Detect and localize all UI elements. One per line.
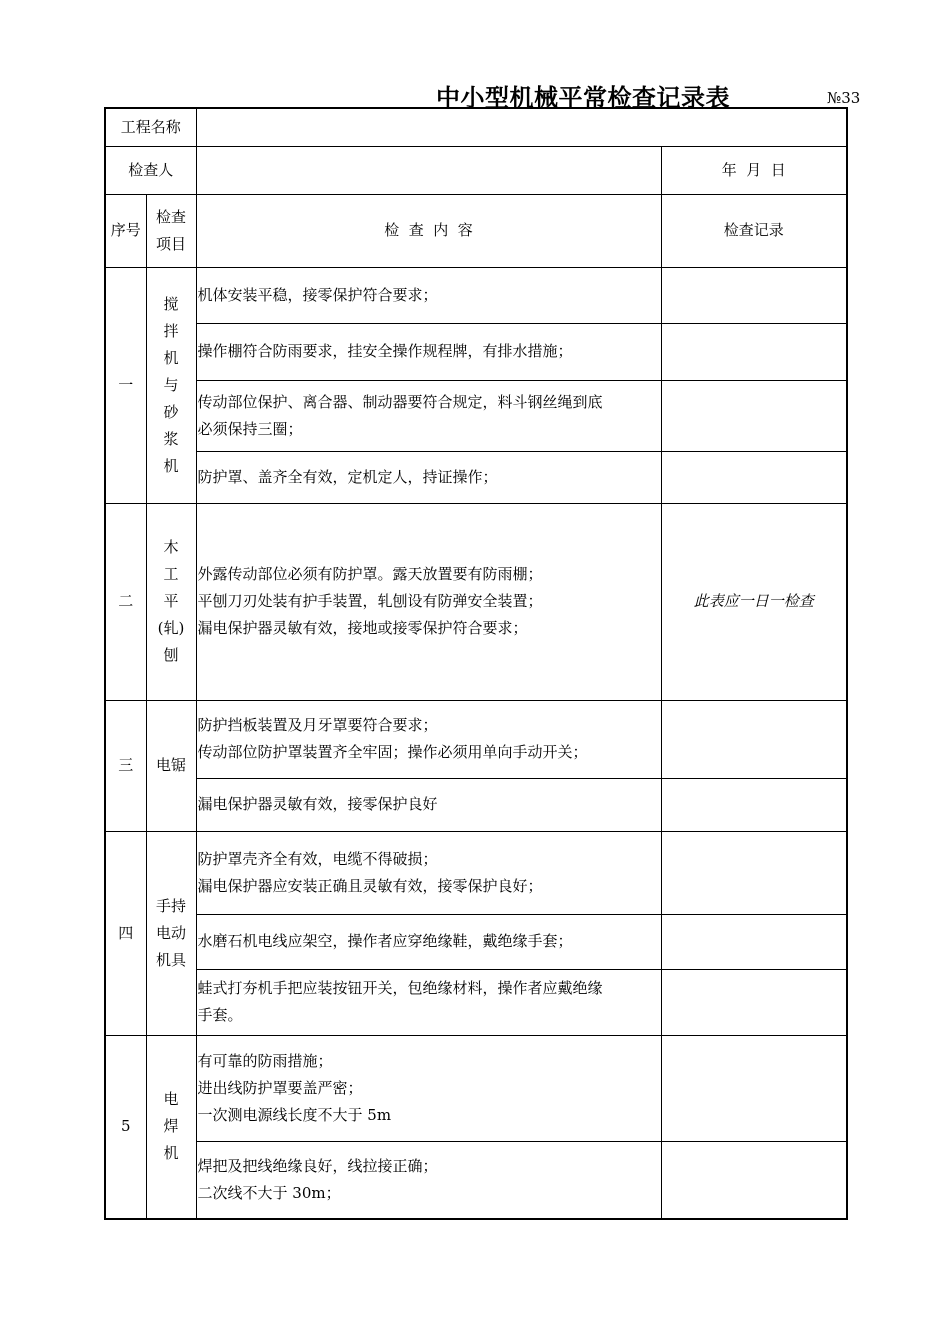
check-content-line: 焊把及把线绝缘良好，线拉接正确；	[197, 1156, 438, 1175]
check-content-line: 蛙式打夯机手把应装按钮开关，包绝缘材料，操作者应戴绝缘	[197, 979, 603, 997]
section-item-char: 机	[163, 1144, 179, 1163]
check-record[interactable]	[661, 503, 847, 700]
check-row	[105, 267, 847, 323]
check-content-line: 防护挡板装置及月牙罩要符合要求；	[197, 716, 438, 734]
check-record[interactable]	[661, 1035, 847, 1141]
item-header-line1: 检查	[156, 207, 187, 226]
section-item-char: 刨	[163, 646, 179, 664]
item-header	[146, 194, 196, 267]
check-content-line: 传动部位保护、离合器、制动器要符合规定，料斗钢丝绳到底	[197, 392, 603, 411]
section-item-char: 电锯	[156, 756, 187, 774]
section-item-char: 与	[163, 375, 179, 394]
check-content	[196, 1141, 661, 1219]
check-row	[105, 969, 847, 1035]
section-item-char: 浆	[163, 429, 179, 448]
section-item-char: 平	[163, 592, 179, 610]
check-row	[105, 451, 847, 503]
section-item-char: 机	[163, 348, 179, 367]
check-content	[196, 700, 661, 778]
check-row	[105, 700, 847, 778]
check-row	[105, 914, 847, 969]
project-row	[105, 108, 847, 146]
check-content	[196, 831, 661, 914]
check-record[interactable]	[661, 778, 847, 831]
section-item	[146, 700, 196, 831]
check-content-line: 有可靠的防雨措施；	[197, 1051, 333, 1070]
check-content-line: 机体安装平稳，接零保护符合要求；	[197, 285, 438, 304]
check-content	[196, 1035, 661, 1141]
check-content-line: 手套。	[197, 1006, 243, 1024]
seq-header: 序号	[105, 194, 146, 267]
section-seq: 一	[105, 267, 146, 503]
section-item-char: 拌	[163, 321, 179, 340]
inspector-row	[105, 146, 847, 194]
project-value[interactable]	[196, 108, 847, 146]
section-item-char: 木	[163, 538, 179, 556]
check-record[interactable]	[661, 323, 847, 380]
section-item-char: 机具	[156, 950, 187, 969]
section-seq: 二	[105, 503, 146, 700]
check-row	[105, 831, 847, 914]
section-item	[146, 831, 196, 1035]
check-content-line: 漏电保护器应安装正确且灵敏有效，接零保护良好；	[197, 876, 543, 895]
section-item-char: 机	[163, 456, 179, 475]
check-record[interactable]	[661, 831, 847, 914]
section-item-char: 电动	[156, 923, 187, 942]
check-content-line: 外露传动部位必须有防护罩。露天放置要有防雨棚；	[197, 565, 543, 583]
check-row	[105, 380, 847, 451]
check-record[interactable]	[661, 380, 847, 451]
content-header: 检 查 内 容	[196, 194, 661, 267]
section-seq: 5	[105, 1035, 146, 1219]
section-item	[146, 503, 196, 700]
section-item-char: 搅	[163, 294, 179, 313]
check-record[interactable]	[661, 451, 847, 503]
check-record[interactable]	[661, 700, 847, 778]
form-number: №33	[827, 89, 861, 107]
check-content-line: 传动部位防护罩装置齐全牢固；操作必须用单向手动开关；	[197, 743, 588, 761]
check-row	[105, 1035, 847, 1141]
check-content	[196, 380, 661, 451]
check-content-line: 操作棚符合防雨要求，挂安全操作规程牌，有排水措施；	[197, 342, 573, 360]
record-note: 此表应一日一检查	[693, 592, 814, 610]
check-content-line: 水磨石机电线应架空，操作者应穿绝缘鞋，戴绝缘手套；	[197, 932, 573, 950]
item-header-line2: 项目	[156, 234, 187, 253]
inspector-value[interactable]	[196, 146, 661, 194]
check-content-line: 漏电保护器灵敏有效，接地或接零保护符合要求；	[197, 619, 528, 637]
check-record[interactable]	[661, 914, 847, 969]
check-row	[105, 503, 847, 700]
check-row	[105, 1141, 847, 1219]
project-label: 工程名称	[105, 108, 196, 146]
check-content	[196, 503, 661, 700]
check-content-line: 一次测电源线长度不大于 5m	[197, 1105, 392, 1124]
check-content-line: 防护罩壳齐全有效，电缆不得破损；	[197, 849, 438, 868]
section-seq: 四	[105, 831, 146, 1035]
section-item	[146, 1035, 196, 1219]
form-title: 中小型机械平常检查记录表	[436, 84, 730, 112]
section-item-char: 砂	[163, 402, 179, 421]
section-seq: 三	[105, 700, 146, 831]
section-item-char: 电	[163, 1090, 179, 1109]
section-item-char: (轧)	[157, 619, 185, 637]
check-content	[196, 267, 661, 323]
check-content-line: 平刨刀刃处装有护手装置，轧刨设有防弹安全装置；	[197, 592, 543, 610]
date-field[interactable]: 年 月 日	[661, 146, 847, 194]
check-content-line: 必须保持三圈；	[197, 419, 303, 438]
check-content	[196, 323, 661, 380]
check-row	[105, 778, 847, 831]
check-content	[196, 969, 661, 1035]
check-row	[105, 323, 847, 380]
section-item	[146, 267, 196, 503]
inspector-label: 检查人	[105, 146, 196, 194]
check-content	[196, 914, 661, 969]
section-item-char: 手持	[156, 896, 187, 915]
column-header-row	[105, 194, 847, 267]
check-content-line: 进出线防护罩要盖严密；	[197, 1078, 363, 1097]
check-record[interactable]	[661, 267, 847, 323]
check-content-line: 防护罩、盖齐全有效，定机定人，持证操作；	[197, 467, 498, 486]
inspection-table	[104, 107, 848, 1220]
check-record[interactable]	[661, 969, 847, 1035]
section-item-char: 焊	[163, 1117, 179, 1136]
check-content-line: 二次线不大于 30m；	[197, 1183, 341, 1202]
section-item-char: 工	[163, 565, 179, 583]
check-content-line: 漏电保护器灵敏有效，接零保护良好	[197, 795, 438, 813]
check-record[interactable]	[661, 1141, 847, 1219]
check-content	[196, 451, 661, 503]
record-header: 检查记录	[661, 194, 847, 267]
check-content	[196, 778, 661, 831]
